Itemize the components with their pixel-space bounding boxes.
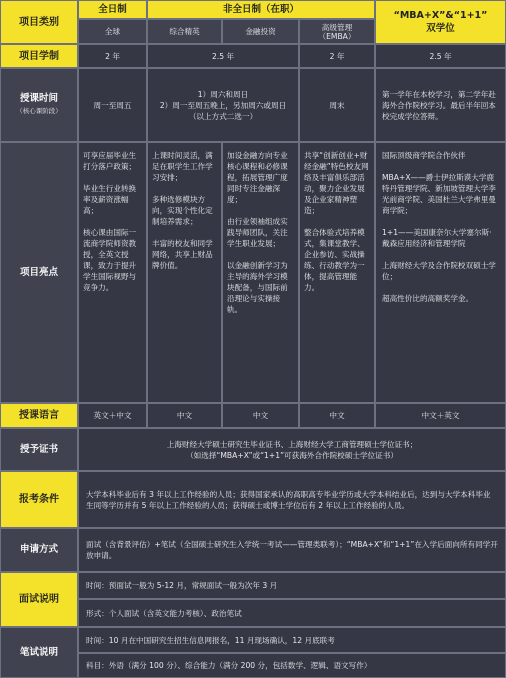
highlights-dual: 国际顶级商学院合作伙伴 MBA+X——爵士伊拉斯谟大学鹿特丹管理学院、新加坡管理大学李光前商学院、美国杜兰大学弗里曼商学院； 1+1——美国康奈尔大学塞尔斯·戴森应用经济和管理学院 上海财经大学及合作院校双硕士学位； 超高性价比的高额奖学金。 (375, 142, 506, 403)
apply-label: 申请方式 (0, 528, 78, 572)
highlights-finance: 加设金融方向专业核心课程和必修课程，拓展管理广度同时专注金融深度； 由行业领袖组成实践导师团队，关注学生职业发展； 以金融创新学习为主导的海外学习模块配备，与国际前沿理论与实操接轨。 (222, 142, 299, 403)
apply-text: 面试（含背景评估）+笔试（全国硕士研究生入学统一考试——管理类联考）；“MBA+X”和“1+1”在入学后面向所有同学开放申请。 (78, 528, 506, 572)
written-time: 时间：10 月在中国研究生招生信息网报名，11 月现场确认，12 月底联考 (78, 627, 506, 653)
schedule-label-cell (0, 68, 78, 142)
interview-time: 时间：预面试一般为 5-12 月，常规面试一般为次年 3 月 (78, 572, 506, 599)
sub-header-finance: 金融投资 (222, 19, 299, 44)
duration-label: 项目学制 (0, 44, 78, 68)
dual-degree-header: “MBA+X”&“1+1” 双学位 (375, 0, 506, 44)
duration-global: 2 年 (78, 44, 147, 68)
sub-header-integrated: 综合精英 (147, 19, 222, 44)
certificate-text: 上海财经大学硕士研究生毕业证书、上海财经大学工商管理硕士学位证书； （如选择“MBA+X”或“1+1”可获海外合作院校硕士学位证书） (78, 428, 506, 471)
sub-header-global: 全球 (78, 19, 147, 44)
schedule-label: 授课时间 (19, 93, 58, 104)
requirements-label: 报考条件 (0, 471, 78, 528)
part-time-header: 非全日制（在职） (147, 0, 375, 19)
highlights-global: 可享应届毕业生打分落户政策； 毕业生行业转换率及薪资涨幅高； 核心课由国际一流商学院师资教授，全英文授课，致力于提升学生国际视野与竞争力。 (78, 142, 147, 403)
schedule-global: 周一至周五 (78, 68, 147, 142)
highlights-emba: 共享“创新创业+财经金融”特色校友网络及丰富俱乐部活动，聚力企业发展及企业家精神塑造； 整合体验式培养模式，集课堂教学、企业参访、实战操练、行动教学为一体，提高管理能力。 (299, 142, 375, 403)
certificate-label: 授予证书 (0, 428, 78, 471)
requirements-text: 大学本科毕业后有 3 年以上工作经验的人员；获得国家承认的高职高专毕业学历或大学本科结业后，达到与大学本科毕业生同等学历并有 5 年以上工作经验的人员；获得硕士或博士学位后有 2 年以上工作经验的人员。 (78, 471, 506, 528)
language-emba: 中文 (299, 403, 375, 428)
interview-format: 形式：个人面试（含英文能力考核）、政治笔试 (78, 599, 506, 627)
sub-header-emba: 高级管理 （EMBA） (299, 19, 375, 44)
highlights-integrated: 上课时间灵活，满足在职学生工作学习安排； 多种选修模块方向，实现个性化定制培养需求； 丰富的校友和同学网络，共享上财品牌价值。 (147, 142, 222, 403)
schedule-dual: 第一学年在本校学习，第二学年赴海外合作院校学习。最后半年回本校完成学位答辩。 (375, 68, 506, 142)
schedule-emba: 周末 (299, 68, 375, 142)
language-global: 英文＋中文 (78, 403, 147, 428)
duration-emba: 2 年 (299, 44, 375, 68)
full-time-header: 全日制 (78, 0, 147, 19)
written-subjects: 科目：外语（满分 100 分）、综合能力（满分 200 分，包括数学、逻辑、语文写作） (78, 653, 506, 678)
duration-dual: 2.5 年 (375, 44, 506, 68)
schedule-parttime: 1）周六和周日 2）周一至周五晚上，另加周六或周日 （以上方式二选一） (147, 68, 299, 142)
language-label: 授课语言 (0, 403, 78, 428)
language-finance: 中文 (222, 403, 299, 428)
written-label: 笔试说明 (0, 627, 78, 678)
duration-parttime: 2.5 年 (147, 44, 299, 68)
language-dual: 中文＋英文 (375, 403, 506, 428)
schedule-sublabel: （核心课阶段） (16, 107, 62, 115)
interview-label: 面试说明 (0, 572, 78, 627)
category-header: 项目类别 (0, 0, 78, 44)
language-integrated: 中文 (147, 403, 222, 428)
highlights-label: 项目亮点 (0, 142, 78, 403)
